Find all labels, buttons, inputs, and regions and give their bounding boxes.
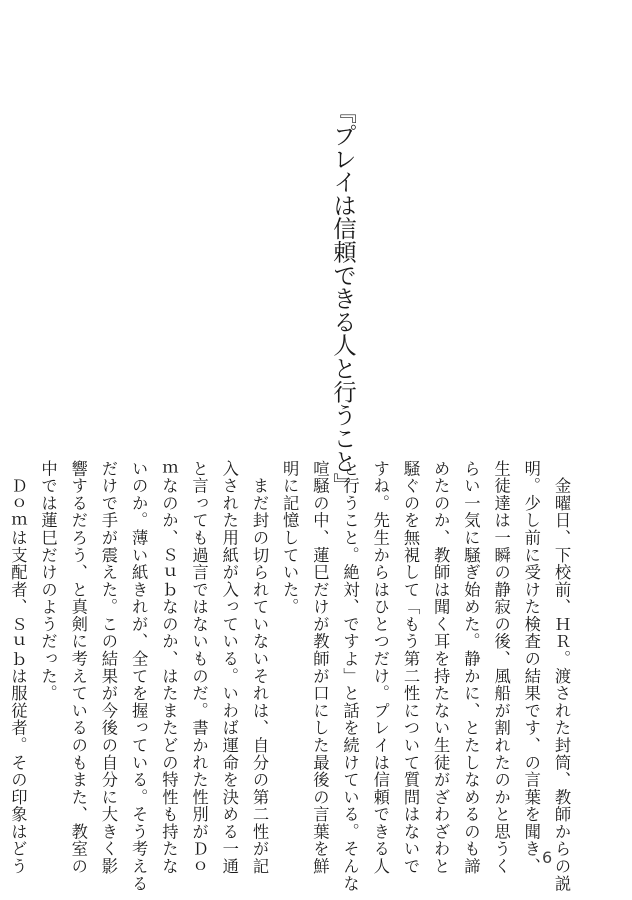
page-number: 6 [542, 848, 553, 867]
body-line: と言っても過言ではないものだ。書かれた性別がＤｏ [189, 460, 209, 875]
body-line: Ｄｏｍは支配者、Ｓｕｂは服従者。その印象はどう [8, 460, 28, 875]
body-line: まだ封の切られていないそれは、自分の第二性が記 [249, 460, 269, 875]
body-line: 明に記憶していた。 [280, 460, 300, 616]
body-line: 喧騒の中、蓮巳だけが教師が口にした最後の言葉を鮮 [310, 460, 330, 875]
body-line: すね。先生からはひとつだけ。プレイは信頼できる人 [370, 460, 390, 875]
body-line: いのか。薄い紙きれが、全てを握っている。そう考える [129, 460, 149, 893]
body-line: 生徒達は一瞬の静寂の後、風船が割れたのかと思うく [491, 460, 511, 875]
body-text [8, 460, 576, 893]
body-line: めたのか、教師は聞く耳を持たない生徒がざわざわと [431, 460, 451, 875]
body-line: ｍなのか、Ｓｕｂなのか、はたまたどの特性も持たな [159, 460, 179, 875]
chapter-title: 『プレイは信頼できる人と行うこと』 [329, 100, 357, 497]
body-line: だけで手が震えた。この結果が今後の自分に大きく影 [98, 460, 118, 875]
body-line: 騒ぐのを無視して「もう第二性について質問はないで [400, 460, 420, 875]
body-line: 明。少し前に受けた検査の結果です、の言葉を聞き、 [521, 460, 541, 875]
body-line: と行うこと。絶対、ですよ」と話を続けている。そんな [340, 460, 360, 893]
body-line: 金曜日、下校前、ＨＲ。渡された封筒、教師からの説 [552, 460, 571, 893]
body-line: 響するだろう、と真剣に考えているのもまた、教室の [68, 460, 88, 875]
body-line: 入された用紙が入っている。いわば運命を決める一通 [219, 460, 239, 875]
body-line: らい一気に騒ぎ始めた。静かに、とたしなめるのも諦 [461, 460, 481, 875]
body-line: 中では蓮巳だけのようだった。 [38, 460, 58, 703]
